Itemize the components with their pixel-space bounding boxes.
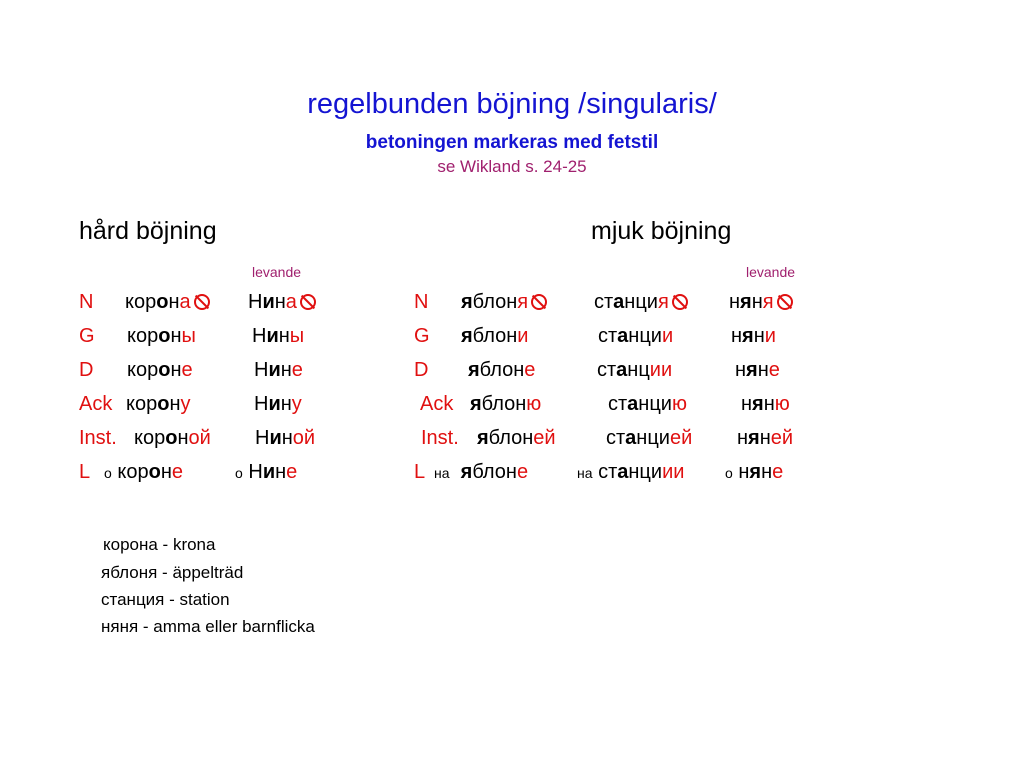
case-label: Ack	[79, 393, 113, 415]
gloss-item: няня - amma eller barnflicka	[101, 617, 315, 636]
hard-row-accusative	[79, 392, 112, 416]
page-subtitle: betoningen markeras med fetstil	[365, 132, 659, 153]
hard-row-dative	[79, 358, 93, 382]
hard-row-prepositional	[79, 460, 90, 484]
hard-row-nominative	[79, 290, 93, 314]
word-nina-nom: Нина	[248, 290, 316, 314]
gloss-item: корона - krona	[103, 535, 216, 554]
word-nina-gen: Нины	[252, 325, 305, 347]
word-korona-prep: о короне	[104, 461, 183, 483]
source-reference: se Wikland s. 24-25	[437, 157, 587, 176]
word-nyanya-acc: няню	[741, 393, 790, 415]
word-nina-ins: Ниной	[255, 427, 316, 449]
word-yablonya-gen: яблони	[461, 325, 529, 347]
word-nyanya-nom: няня	[729, 290, 793, 314]
word-korona-acc: корону	[126, 393, 191, 415]
case-label: G	[79, 325, 95, 347]
word-korona-ins: короной	[134, 427, 211, 449]
prohibited-icon	[194, 294, 210, 310]
soft-row-genitive	[414, 324, 430, 348]
word-nina-dat: Нине	[254, 359, 303, 381]
word-korona-dat: короне	[127, 359, 193, 381]
word-korona-gen: короны	[127, 325, 196, 347]
word-stanciya-dat: станции	[597, 359, 673, 381]
word-nyanya-dat: няне	[735, 359, 780, 381]
soft-row-dative	[414, 358, 428, 382]
case-label: Inst.	[79, 427, 117, 449]
word-yablonya-dat: яблоне	[468, 359, 536, 381]
word-stanciya-gen: станции	[598, 325, 674, 347]
prohibited-icon	[531, 294, 547, 310]
page-title: regelbunden böjning /singularis/	[307, 88, 717, 120]
case-label: L	[79, 461, 91, 483]
word-stanciya-acc: станцию	[608, 393, 687, 415]
word-yablonya-nom: яблоня	[461, 290, 547, 314]
prohibited-icon	[777, 294, 793, 310]
word-yablonya-ins: яблоней	[477, 427, 556, 449]
case-label: G	[414, 325, 430, 347]
case-label: D	[79, 359, 94, 381]
case-label: N	[79, 291, 94, 313]
case-label: N	[414, 291, 429, 313]
word-nina-prep: о Нине	[235, 461, 298, 483]
hard-row-genitive	[79, 324, 95, 348]
word-nina-acc: Нину	[254, 393, 302, 415]
case-label: Inst.	[421, 427, 459, 449]
soft-row-instrumental	[421, 426, 459, 450]
hard-animate-label: levande	[252, 264, 302, 280]
soft-animate-label: levande	[746, 264, 796, 280]
word-nyanya-ins: няней	[737, 427, 794, 449]
word-stanciya-prep: на станциии	[577, 461, 685, 483]
word-yablonya-prep: на яблоне	[434, 461, 529, 483]
word-nyanya-prep: о няне	[725, 461, 784, 483]
hard-row-instrumental	[79, 426, 117, 450]
gloss-item: станция - station	[101, 590, 230, 609]
prohibited-icon	[300, 294, 316, 310]
case-label: D	[414, 359, 429, 381]
soft-row-nominative	[414, 290, 428, 314]
case-label: L	[414, 461, 426, 483]
word-stanciya-nom: станция	[594, 290, 688, 314]
soft-row-prepositional	[414, 460, 425, 484]
case-label: Ack	[420, 393, 454, 415]
word-yablonya-acc: яблоню	[470, 393, 542, 415]
word-stanciya-ins: станцией	[606, 427, 693, 449]
soft-row-accusative	[420, 392, 453, 416]
prohibited-icon	[672, 294, 688, 310]
word-nyanya-gen: няни	[731, 325, 776, 347]
word-korona-nom: корона	[125, 290, 210, 314]
soft-declension-heading: mjuk böjning	[591, 217, 732, 245]
gloss-item: яблоня - äppelträd	[101, 563, 244, 582]
hard-declension-heading: hård böjning	[79, 217, 217, 245]
